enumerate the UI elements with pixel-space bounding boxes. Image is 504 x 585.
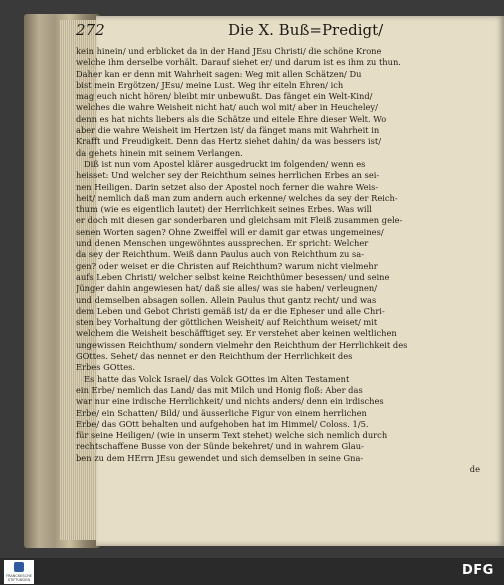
text-line: aufs Leben Christi/ welcher selbst keine Reichthümer besessen/ und seine (76, 271, 390, 282)
viewer-footer-bar (0, 558, 504, 585)
text-line: und denen Menschen ungewöhntes aussprechen. Er spricht: Welcher (76, 238, 369, 249)
running-title: Die X. Buß=Predigt/ (228, 21, 384, 39)
text-line: ungewissen Reichthum/ sondern vielmehr den Reichthum der Herrlichkeit des (76, 339, 408, 350)
text-line: Krafft und Freudigkeit. Denn das Hertz siehet dahin/ da was bessers ist/ (76, 136, 382, 147)
text-line: Erbe/ ein Schatten/ Bild/ und äusserliche Figur von einem herrlichen (76, 407, 367, 418)
text-line: welche ihm derselbe vorhält. Darauf siehet er/ und darum ist es ihm zu thun. (76, 57, 401, 68)
text-line: rechtschaffene Busse von der Sünde bekehret/ und in wahrem Glau- (76, 441, 364, 452)
text-line: Es hatte das Volck Israel/ das Volck GOttes im Alten Testament (84, 373, 350, 384)
text-line: sten bey Vorhaltung der göttlichen Weisheit/ auf Reichthum weiset/ mit (76, 317, 378, 328)
logo-caption: FRANCKESCHE STIFTUNGEN (6, 574, 32, 582)
text-line: heisset: Und welcher sey der Reichthum seines herrlichen Erbes an sei- (76, 170, 380, 181)
text-line: Jünger dahin angewiesen hat/ daß sie alles/ was sie haben/ verleugnen/ (76, 283, 378, 294)
text-line: da gehets hinein mit seinem Verlangen. (76, 147, 243, 158)
text-line: mag euch nicht hören/ bleibt mir unbewußt. Das fänget ein Welt-Kind/ (76, 91, 373, 102)
text-line: er doch mit diesen gar sonderbaren und gleichsam mit Fleiß zusammen gele- (76, 215, 403, 226)
institution-logo-icon (14, 562, 24, 572)
text-line: thum (wie es eigentlich lautet) der Herrlichkeit seines Erbes. Was will (76, 204, 372, 215)
text-line: Erbes GOttes. (76, 362, 136, 373)
page-body-text (76, 46, 480, 475)
text-line: dem Leben und Gebot Christi gemäß ist/ da er die Epheser und alle Chri- (76, 305, 385, 316)
page-header (76, 21, 478, 47)
text-line: ein Erbe/ nemlich das Land/ das mit Milch und Honig floß: Aber das (76, 384, 363, 395)
text-line: ben zu dem HErrn JEsu gewendet und sich demselben in seine Gna- (76, 452, 364, 463)
text-line: da sey der Reichthum. Weiß dann Paulus auch von Reichthum zu sa- (76, 249, 365, 260)
text-line: nen Heiligen. Darin setzet also der Apostel noch ferner die wahre Weis- (76, 181, 379, 192)
text-line: welchem die Weisheit beschäfftiget sey. Er verstehet aber keinen weltlichen (76, 328, 397, 339)
text-line: Diß ist nun vom Apostel klärer ausgedruckt im folgenden/ wenn es (84, 158, 366, 169)
text-line: Erbe/ das GOtt behalten und aufgehoben hat im Himmel/ Coloss. 1/5. (76, 418, 369, 429)
text-line: gen? oder weiset er die Christen auf Reichthum? warum nicht vielmehr (76, 260, 378, 271)
text-line: und demselben absagen sollen. Allein Paulus thut gantz recht/ und was (76, 294, 377, 305)
text-line: kein hinein/ und erblicket da in der Hand JEsu Christi/ die schöne Krone (76, 46, 382, 56)
franckesche-stiftungen-logo[interactable] (4, 560, 34, 584)
text-line: Daher kan er denn mit Wahrheit sagen: Weg mit allen Schätzen/ Du (76, 68, 362, 79)
text-line: de (469, 463, 480, 474)
text-line: für seine Heiligen/ (wie in unserm Text stehet) welche sich nemlich durch (76, 430, 388, 441)
text-line: bist mein Ergötzen/ JEsu/ meine Lust. Weg ihr eiteln Ehren/ ich (76, 79, 344, 90)
text-line: heit/ nemlich daß man zum andern auch erkenne/ welches da sey der Reich- (76, 192, 398, 203)
text-line: senen Worten sagen? Ohne Zweiffel will er damit gar etwas ungemeines/ (76, 226, 384, 237)
dfg-logo[interactable]: DFG (462, 563, 494, 578)
text-line: denn es hat nichts liebers als die Schätze und eitele Ehre dieser Welt. Wo (76, 113, 387, 124)
text-line: aber die wahre Weisheit im Hertzen ist/ da fänget mans mit Wahrheit in (76, 125, 380, 136)
text-line: war nur eine irdische Herrlichkeit/ und nichts anders/ denn ein irdisches (76, 396, 384, 407)
text-line: welches die wahre Weisheit nicht hat/ auch wol mit/ aber in Heucheley/ (76, 102, 378, 113)
text-line: GOttes. Sehet/ das nennet er den Reichthum der Herrlichkeit des (76, 351, 353, 362)
page-number: 272 (76, 21, 105, 39)
